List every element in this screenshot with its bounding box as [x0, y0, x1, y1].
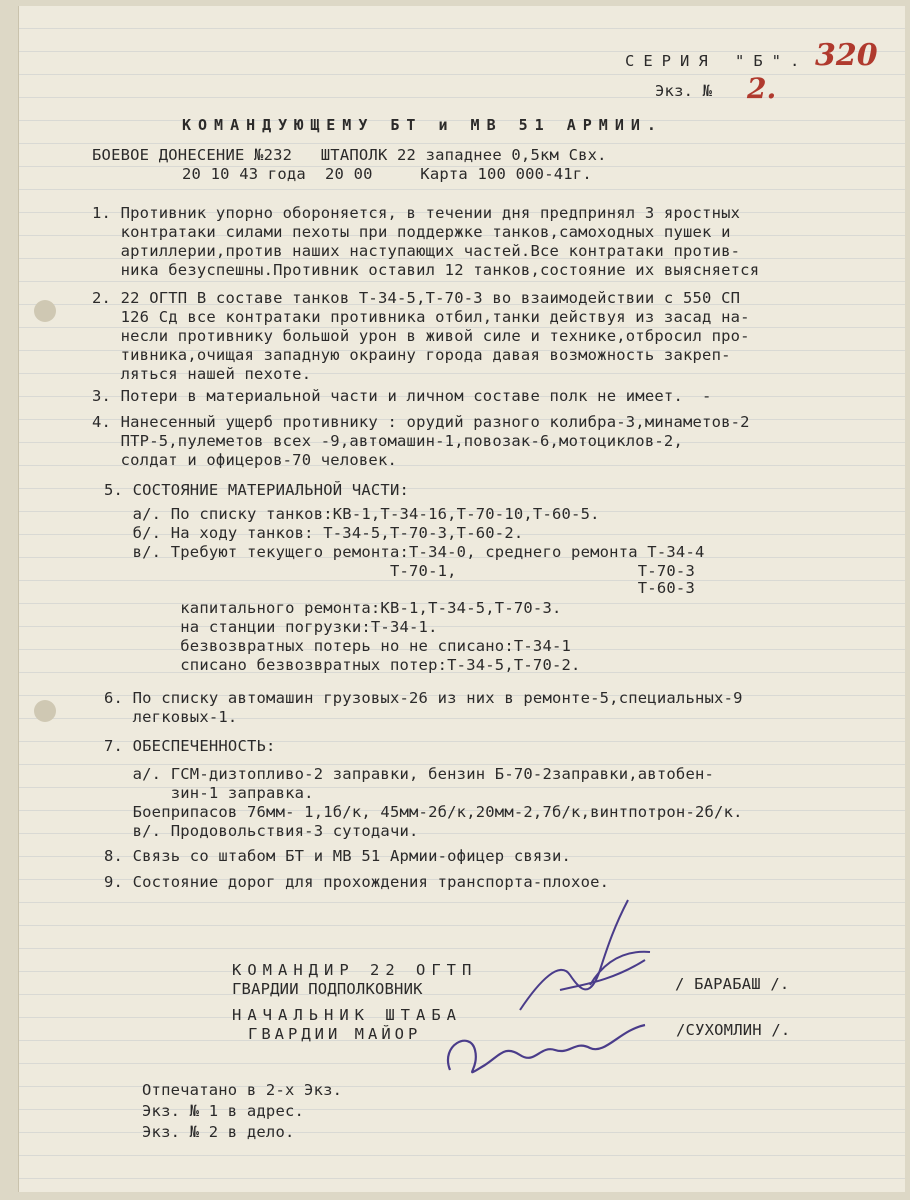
punch-hole	[34, 300, 56, 322]
section-5-line: капитального ремонта:КВ-1,Т-34-5,Т-70-3.	[104, 599, 562, 617]
footer-line: Экз. № 2 в дело.	[142, 1123, 295, 1141]
section-5-line: на станции погрузки:Т-34-1.	[104, 618, 438, 636]
commander-title: КОМАНДИР 22 ОГТП	[232, 961, 478, 979]
paragraph-line: артиллерии,против наших наступающих частей.Все контратаки против-	[92, 242, 741, 260]
series-label: СЕРИЯ "Б".	[625, 52, 809, 70]
archive-number: 320	[815, 38, 878, 73]
paragraph-line: 126 Сд все контратаки противника отбил,танки действуя из засад на-	[92, 308, 750, 326]
chief-of-staff-rank: ГВАРДИИ МАЙОР	[248, 1025, 422, 1043]
paragraph-line: тивника,очищая западную окраину города давая возможность закреп-	[92, 346, 731, 364]
footer-line: Экз. № 1 в адрес.	[142, 1102, 305, 1120]
commander-signature	[500, 890, 670, 1030]
section-5-line: а/. По списку танков:КВ-1,Т-34-16,Т-70-10,Т-60-5.	[104, 505, 600, 523]
section-5-title: 5. СОСТОЯНИЕ МАТЕРИАЛЬНОЙ ЧАСТИ:	[104, 481, 410, 499]
commander-name: / БАРАБАШ /.	[675, 975, 790, 993]
paragraph-line: ПТР-5,пулеметов всех -9,автомашин-1,повозак-6,мотоциклов-2,	[92, 432, 683, 450]
paragraph-line: 3. Потери в материальной части и личном составе полк не имеет. -	[92, 387, 712, 405]
section-5-line: списано безвозвратных потер:Т-34-5,Т-70-2.	[104, 656, 581, 674]
chief-of-staff-title: НАЧАЛЬНИК ШТАБА	[232, 1006, 462, 1024]
item-9-roads: 9. Состояние дорог для прохождения транспорта-плохое.	[104, 873, 610, 891]
section-7-line: Боеприпасов 76мм- 1,1б/к, 45мм-2б/к,20мм-2,7б/к,винтпотрон-2б/к.	[104, 803, 743, 821]
section-5-line: Т-70-1, Т-70-3	[104, 562, 695, 580]
paragraph-line: 4. Нанесенный ущерб противнику : орудий разного колибра-3,минаметов-2	[92, 413, 750, 431]
report-header-line-2: 20 10 43 года 20 00 Карта 100 000-41г.	[182, 165, 592, 183]
addressee: КОМАНДУЮЩЕМУ БТ и МВ 51 АРМИИ.	[182, 116, 663, 134]
punch-hole	[34, 700, 56, 722]
section-7-title: 7. ОБЕСПЕЧЕННОСТЬ:	[104, 737, 276, 755]
copy-number: 2.	[747, 72, 777, 105]
section-7-line: а/. ГСМ-дизтопливо-2 заправки, бензин Б-70-2заправки,автобен-	[104, 765, 715, 783]
paragraph-line: ляться нашей пехоте.	[92, 365, 312, 383]
section-5-line: безвозвратных потерь но не списано:Т-34-1	[104, 637, 572, 655]
chief-of-staff-signature	[430, 1010, 660, 1090]
item-8-communication: 8. Связь со штабом БТ и МВ 51 Армии-офицер связи.	[104, 847, 572, 865]
paragraph-line: ника безуспешны.Противник оставил 12 танков,состояние их выясняется	[92, 261, 760, 279]
paragraph-line: солдат и офицеров-70 человек.	[92, 451, 398, 469]
commander-rank: ГВАРДИИ ПОДПОЛКОВНИК	[232, 980, 423, 998]
chief-of-staff-name: /СУХОМЛИН /.	[676, 1021, 791, 1039]
section-6-line: 6. По списку автомашин грузовых-26 из них в ремонте-5,специальных-9	[104, 689, 743, 707]
section-6-line: легковых-1.	[104, 708, 238, 726]
paragraph-line: 2. 22 ОГТП В составе танков Т-34-5,Т-70-3 во взаимодействии с 550 СП	[92, 289, 741, 307]
section-7-line: зин-1 заправка.	[104, 784, 314, 802]
report-header-line-1: БОЕВОЕ ДОНЕСЕНИЕ №232 ШТАПОЛК 22 западнее 0,5км Свх.	[92, 146, 607, 164]
section-5-line: в/. Требуют текущего ремонта:Т-34-0, среднего ремонта Т-34-4	[104, 543, 705, 561]
section-7-line: в/. Продовольствия-3 сутодачи.	[104, 822, 419, 840]
copy-label: Экз. №	[655, 82, 713, 100]
paragraph-line: несли противнику большой урон в живой силе и технике,отбросил про-	[92, 327, 750, 345]
section-5-line: б/. На ходу танков: Т-34-5,Т-70-3,Т-60-2.	[104, 524, 524, 542]
section-5-line: Т-60-3	[104, 579, 695, 597]
footer-line: Отпечатано в 2-х Экз.	[142, 1081, 343, 1099]
paragraph-line: 1. Противник упорно обороняется, в течении дня предпринял 3 яростных	[92, 204, 741, 222]
paragraph-line: контратаки силами пехоты при поддержке танков,самоходных пушек и	[92, 223, 731, 241]
